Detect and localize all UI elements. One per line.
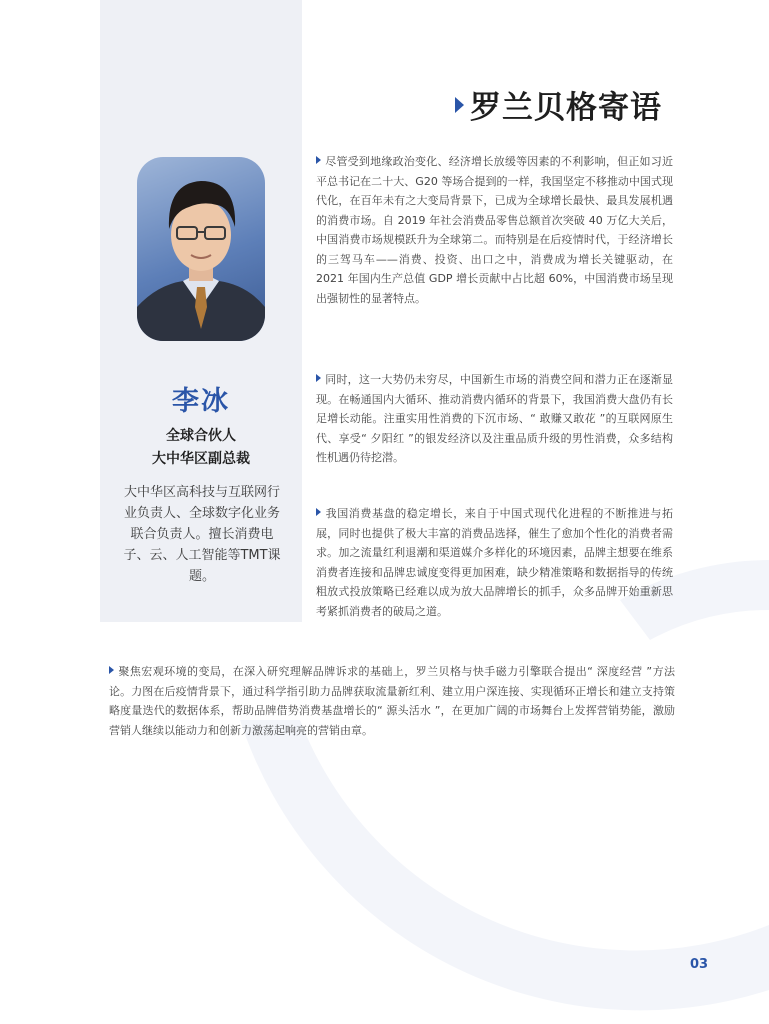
bullet-icon: [109, 666, 114, 674]
page-title: 罗兰贝格寄语: [470, 90, 662, 126]
paragraph-1-text: 尽管受到地缘政治变化、经济增长放缓等因素的不利影响，但正如习近平总书记在二十大、G20 等场合提到的一样，我国坚定不移推动中国式现代化，在百年未有之大变局背景下，已成为全球增长最快、最具发展机遇的消费市场。自 2019 年社会消费品零售总额首次突破 40 万亿大关后，中国消费市场规模跃升为全球第二。而特别是在后疫情时代，于经济增长的三驾马车——消费、投资、出口之中，消费成为增长关键驱动，在 2021 年国内生产总值 GDP 增长贡献中占比超 60%，中国消费市场呈现出强韧性的显著特点。: [316, 155, 673, 305]
paragraph-2: [316, 370, 673, 468]
paragraph-1: [316, 152, 673, 308]
page-number: 03: [690, 957, 709, 972]
person-role-title: 全球合伙人: [166, 428, 236, 444]
person-role-region: 大中华区副总裁: [152, 451, 250, 467]
title-block: [455, 82, 662, 127]
paragraph-3-text: 我国消费基盘的稳定增长，来自于中国式现代化进程的不断推进与拓展，同时也提供了极大丰富的消费品选择，催生了愈加个性化的消费者需求。加之流量红利退潮和渠道媒介多样化的环境因素，品牌主想要在维系消费者连接和品牌忠诚度变得更加困难，缺少精准策略和数据指导的传统粗放式投放策略已经难以成为放大品牌增长的抓手，众多品牌开始重新思考紧抓消费者的破局之道。: [316, 507, 673, 618]
bullet-icon: [316, 156, 321, 164]
paragraph-4-text: 聚焦宏观环境的变局，在深入研究理解品牌诉求的基础上，罗兰贝格与快手磁力引擎联合提出“ 深度经营 ”方法论。力图在后疫情背景下，通过科学指引助力品牌获取流量新红利、建立用户深连接、实现循环正增长和建立支持策略度量迭代的数据体系，帮助品牌借势消费基盘增长的“ 源头活水 ”，在更加广阔的市场舞台上发挥营销势能，激励营销人继续以能动力和创新力激荡起响亮的营销由章。: [109, 665, 675, 737]
person-bio: 大中华区高科技与互联网行业负责人、全球数字化业务联合负责人。擅长消费电子、云、人工智能等TMT课题。: [123, 485, 281, 584]
paragraph-3: [316, 504, 673, 621]
bullet-icon: [316, 374, 321, 382]
triangle-bullet-icon: [455, 97, 464, 113]
person-name: 李冰: [172, 386, 230, 417]
bullet-icon: [316, 508, 321, 516]
paragraph-4: [109, 662, 675, 740]
paragraph-2-text: 同时，这一大势仍未穷尽，中国新生市场的消费空间和潜力正在逐渐显现。在畅通国内大循环、推动消费内循环的背景下，我国消费大盘仍有长足增长动能。注重实用性消费的下沉市场、“ 敢赚又敢花 ”的互联网原生代、享受“ 夕阳红 ”的银发经济以及注重品质升级的男性消费，众多结构性机遇仍待挖潜。: [316, 373, 673, 464]
portrait-photo: [137, 157, 265, 341]
